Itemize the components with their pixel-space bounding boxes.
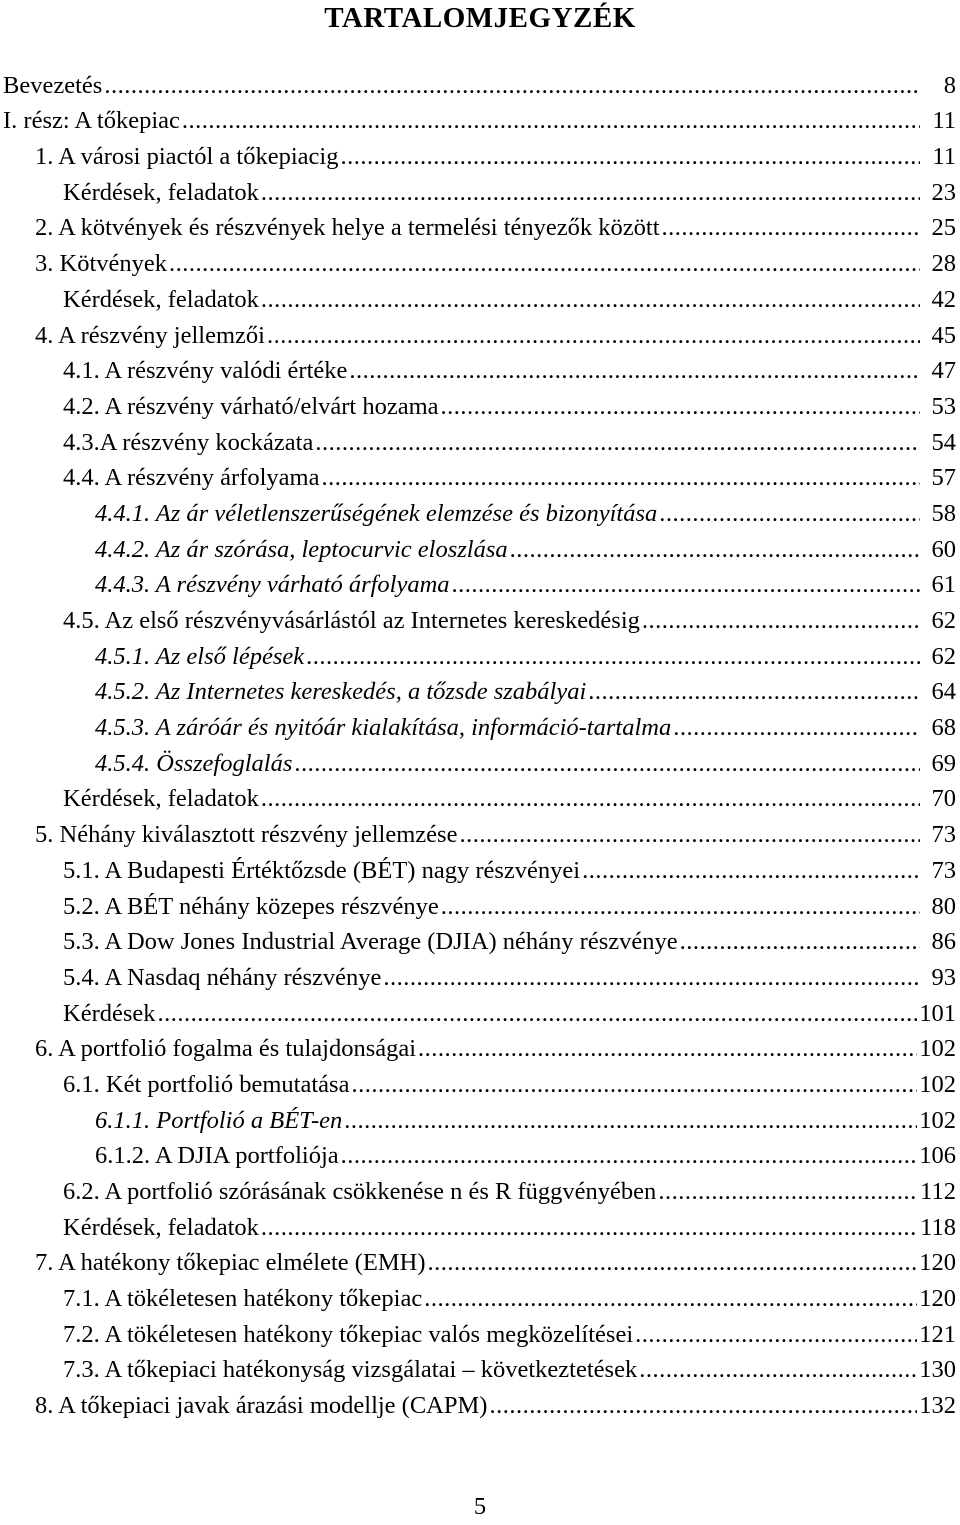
- toc-entry-label: 3. Kötvények: [35, 250, 167, 278]
- toc-entry-page: 58: [931, 499, 956, 527]
- dot-leader: [642, 606, 920, 636]
- dot-leader: [344, 1106, 917, 1136]
- dot-leader: [261, 178, 920, 208]
- toc-entry[interactable]: [0, 136, 960, 172]
- toc-entry[interactable]: [0, 600, 960, 636]
- dot-leader: [340, 142, 920, 172]
- toc-entry-page: 112: [920, 1178, 956, 1205]
- toc-entry-label: 4. A részvény jellemzői: [35, 321, 265, 349]
- toc-entry-label: 4.2. A részvény várható/elvárt hozama: [63, 392, 439, 420]
- toc-entry-label: Bevezetés: [3, 71, 103, 99]
- toc-entry[interactable]: [0, 208, 960, 244]
- dot-leader: [182, 106, 920, 136]
- toc-entry[interactable]: [0, 1171, 960, 1207]
- toc-entry[interactable]: [0, 1207, 960, 1243]
- toc-entry-page: 102: [919, 1035, 956, 1063]
- toc-entry-page: 28: [931, 250, 956, 278]
- toc-entry-label: I. rész: A tőkepiac: [3, 107, 180, 135]
- dot-leader: [459, 820, 920, 850]
- toc-entry[interactable]: [0, 1029, 960, 1065]
- dot-leader: [673, 713, 920, 743]
- dot-leader: [261, 784, 920, 814]
- toc-entry-page: 102: [919, 1070, 956, 1098]
- toc-entry[interactable]: [0, 101, 960, 137]
- toc-entry-page: 64: [931, 678, 956, 706]
- toc-entry[interactable]: [0, 65, 960, 101]
- toc-entry-label: 4.3.A részvény kockázata: [63, 428, 314, 456]
- toc-entry[interactable]: [0, 422, 960, 458]
- dot-leader: [104, 71, 920, 101]
- toc-entry-label: 4.5.1. Az első lépések: [95, 642, 305, 670]
- dot-leader: [659, 499, 920, 529]
- toc-entry-page: 106: [919, 1142, 956, 1170]
- toc-entry-page: 62: [931, 607, 956, 634]
- toc-entry[interactable]: [0, 707, 960, 743]
- toc-entry[interactable]: [0, 493, 960, 529]
- dot-leader: [658, 1177, 918, 1207]
- toc-entry-label: 6.2. A portfolió szórásának csökkenése n és R függvényében: [63, 1178, 657, 1205]
- page-title: TARTALOMJEGYZÉK: [324, 2, 636, 34]
- toc-entry[interactable]: [0, 315, 960, 351]
- toc-entry-label: 4.5. Az első részvényvásárlástól az Internetes kereskedésig: [63, 607, 640, 634]
- dot-leader: [588, 677, 920, 707]
- toc-entry[interactable]: [0, 672, 960, 708]
- toc-entry-label: 4.4. A részvény árfolyama: [63, 464, 320, 492]
- toc-entry-label: 6.1.2. A DJIA portfoliója: [95, 1142, 339, 1170]
- dot-leader: [383, 963, 920, 993]
- toc-entry-label: 4.4.2. Az ár szórása, leptocurvic eloszlása: [95, 535, 508, 563]
- toc-entry-label: 4.1. A részvény valódi értéke: [63, 357, 348, 385]
- dot-leader: [680, 927, 920, 957]
- toc-entry-page: 62: [931, 642, 956, 670]
- toc-entry-label: 7.2. A tökéletesen hatékony tőkepiac valós megközelítései: [63, 1320, 634, 1348]
- toc-entry-label: Kérdések: [63, 999, 156, 1027]
- toc-entry[interactable]: [0, 386, 960, 422]
- dot-leader: [158, 999, 918, 1029]
- toc-entry[interactable]: [0, 743, 960, 779]
- toc-entry-label: 5.4. A Nasdaq néhány részvénye: [63, 963, 382, 991]
- toc-entry-page: 47: [931, 357, 956, 385]
- toc-entry[interactable]: [0, 172, 960, 208]
- dot-leader: [441, 892, 920, 922]
- toc-entry-page: 53: [931, 392, 956, 420]
- toc-entry-page: 70: [931, 785, 956, 813]
- dot-leader: [418, 1034, 917, 1064]
- toc-entry-page: 73: [931, 856, 956, 884]
- toc-entry-page: 102: [919, 1106, 956, 1134]
- dot-leader: [424, 1284, 917, 1314]
- toc-entry-page: 61: [931, 571, 956, 599]
- toc-entry[interactable]: [0, 243, 960, 279]
- toc-entry-label: 5. Néhány kiválasztott részvény jellemzése: [35, 821, 458, 849]
- dot-leader: [351, 1070, 917, 1100]
- table-of-contents: [0, 65, 960, 1421]
- toc-entry-page: 93: [931, 963, 956, 991]
- toc-entry-label: 6.1. Két portfolió bemutatása: [63, 1070, 350, 1098]
- dot-leader: [441, 392, 920, 422]
- dot-leader: [582, 856, 920, 886]
- toc-entry-label: 4.4.1. Az ár véletlenszerűségének elemzése és bizonyítása: [95, 499, 658, 527]
- dot-leader: [267, 321, 920, 351]
- toc-entry-label: 6. A portfolió fogalma és tulajdonságai: [35, 1035, 417, 1063]
- toc-entry-label: 4.4.3. A részvény várható árfolyama: [95, 571, 450, 599]
- dot-leader: [341, 1141, 918, 1171]
- toc-entry-label: 5.3. A Dow Jones Industrial Average (DJIA) néhány részvénye: [63, 928, 678, 956]
- dot-leader: [321, 463, 920, 493]
- toc-entry[interactable]: [0, 1385, 960, 1421]
- toc-entry-label: 4.5.2. Az Internetes kereskedés, a tőzsde szabályai: [95, 678, 587, 706]
- toc-entry-page: 132: [919, 1392, 956, 1420]
- toc-entry[interactable]: [0, 1100, 960, 1136]
- toc-entry-page: 11: [932, 107, 956, 135]
- toc-entry-label: 2. A kötvények és részvények helye a termelési tényezők között: [35, 214, 660, 242]
- dot-leader: [306, 642, 920, 672]
- toc-entry-label: Kérdések, feladatok: [63, 285, 259, 313]
- toc-entry[interactable]: [0, 1064, 960, 1100]
- toc-entry-page: 130: [919, 1356, 956, 1384]
- toc-entry-page: 80: [931, 892, 956, 920]
- dot-leader: [349, 356, 920, 386]
- dot-leader: [428, 1248, 918, 1278]
- dot-leader: [315, 428, 920, 458]
- toc-entry[interactable]: [0, 850, 960, 886]
- toc-entry-label: 7. A hatékony tőkepiac elmélete (EMH): [35, 1249, 426, 1277]
- toc-entry[interactable]: [0, 779, 960, 815]
- toc-entry[interactable]: [0, 1278, 960, 1314]
- toc-entry-page: 60: [931, 535, 956, 563]
- toc-entry-page: 69: [931, 749, 956, 777]
- toc-entry-page: 8: [943, 71, 956, 99]
- toc-entry[interactable]: [0, 1314, 960, 1350]
- toc-entry-label: 7.1. A tökéletesen hatékony tőkepiac: [63, 1285, 423, 1313]
- toc-entry-label: 5.2. A BÉT néhány közepes részvénye: [63, 892, 439, 920]
- toc-entry-page: 101: [919, 999, 956, 1027]
- toc-entry-label: Kérdések, feladatok: [63, 785, 259, 813]
- dot-leader: [639, 1355, 917, 1385]
- dot-leader: [662, 213, 920, 243]
- toc-entry[interactable]: [0, 279, 960, 315]
- toc-entry-page: 118: [920, 1213, 956, 1241]
- toc-entry-label: 5.1. A Budapesti Értéktőzsde (BÉT) nagy részvényei: [63, 856, 581, 884]
- toc-entry-page: 42: [931, 285, 956, 313]
- toc-entry-page: 45: [931, 321, 956, 349]
- toc-entry[interactable]: [0, 814, 960, 850]
- toc-entry-page: 57: [931, 464, 956, 492]
- toc-entry[interactable]: [0, 351, 960, 387]
- toc-entry-page: 54: [931, 428, 956, 456]
- toc-entry-label: 4.5.3. A záróár és nyitóár kialakítása, információ-tartalma: [95, 714, 672, 742]
- toc-entry-label: 7.3. A tőkepiaci hatékonyság vizsgálatai – következtetések: [63, 1356, 638, 1384]
- toc-entry[interactable]: [0, 1350, 960, 1386]
- toc-entry-label: Kérdések, feladatok: [63, 178, 259, 206]
- toc-entry[interactable]: [0, 886, 960, 922]
- dot-leader: [510, 535, 920, 565]
- toc-entry[interactable]: [0, 636, 960, 672]
- toc-entry-page: 73: [931, 821, 956, 849]
- dot-leader: [452, 570, 920, 600]
- toc-entry[interactable]: [0, 922, 960, 958]
- toc-entry[interactable]: [0, 957, 960, 993]
- toc-entry-label: 1. A városi piactól a tőkepiacig: [35, 143, 339, 171]
- toc-entry-page: 120: [919, 1285, 956, 1313]
- dot-leader: [169, 249, 920, 279]
- toc-entry[interactable]: [0, 565, 960, 601]
- toc-entry-page: 23: [931, 178, 956, 206]
- toc-entry[interactable]: [0, 529, 960, 565]
- toc-entry-label: 4.5.4. Összefoglalás: [95, 749, 293, 777]
- toc-entry-page: 25: [931, 214, 956, 242]
- dot-leader: [261, 1213, 918, 1243]
- toc-entry-label: Kérdések, feladatok: [63, 1213, 259, 1241]
- dot-leader: [294, 749, 920, 779]
- page-number: 5: [473, 1493, 487, 1520]
- dot-leader: [489, 1391, 917, 1421]
- toc-entry-label: 6.1.1. Portfolió a BÉT-en: [95, 1106, 343, 1134]
- toc-entry-page: 120: [919, 1249, 956, 1277]
- toc-entry-page: 68: [931, 714, 956, 742]
- toc-entry[interactable]: [0, 993, 960, 1029]
- toc-entry[interactable]: [0, 1136, 960, 1172]
- toc-entry-page: 11: [932, 143, 956, 171]
- toc-entry[interactable]: [0, 1243, 960, 1279]
- toc-entry-label: 8. A tőkepiaci javak árazási modellje (CAPM): [35, 1392, 488, 1420]
- dot-leader: [635, 1320, 917, 1350]
- dot-leader: [261, 285, 920, 315]
- toc-entry-page: 86: [931, 928, 956, 956]
- toc-entry[interactable]: [0, 458, 960, 494]
- toc-entry-page: 121: [919, 1320, 956, 1348]
